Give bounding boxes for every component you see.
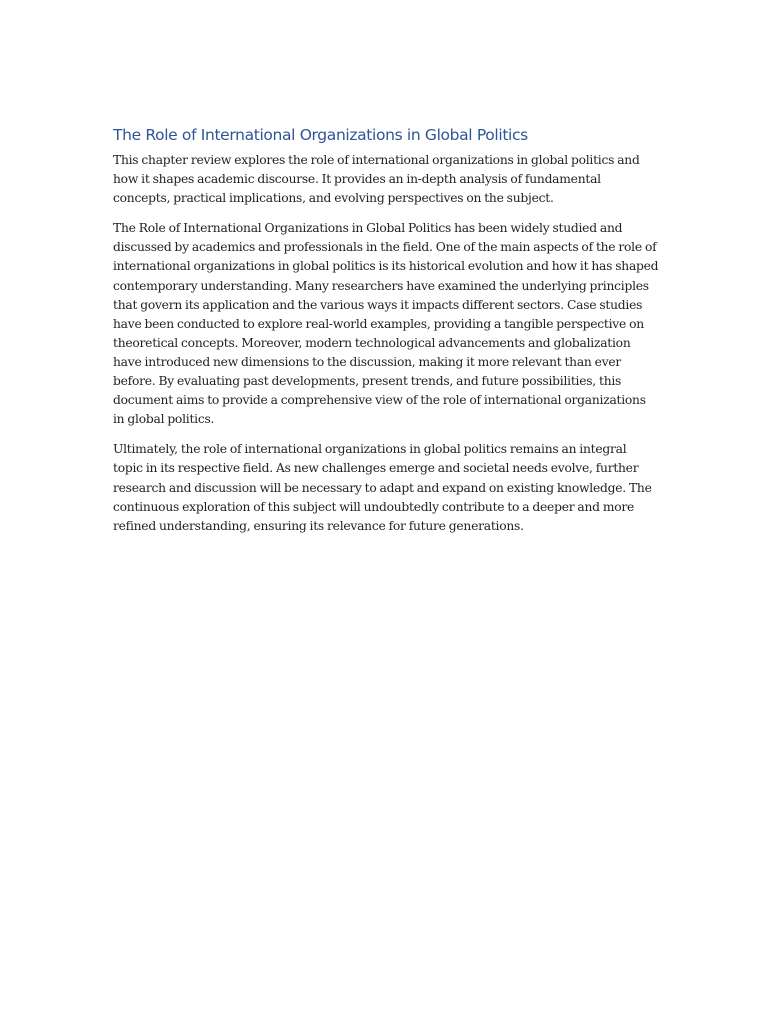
document-body [113,124,659,547]
document-title: The Role of International Organizations in Global Politics [113,126,528,144]
body-paragraph: The Role of International Organizations in Global Politics has been widely studied and discussed by academics and professionals in the field. One of the main aspects of the role of international organizations in global politics is its historical evolution and how it has shaped contemporary understanding. Many researchers have examined the underlying principles that govern its application and the various ways it impacts different sectors. Case studies have been conducted to explore real-world examples, providing a tangible perspective on theoretical concepts. Moreover, modern technological advancements and globalization have introduced new dimensions to the discussion, making it more relevant than ever before. By evaluating past developments, present trends, and future possibilities, this document aims to provide a comprehensive view of the role of international organizations in global politics. [113,221,659,427]
conclusion-paragraph: Ultimately, the role of international organizations in global politics remains an integral topic in its respective field. As new challenges emerge and societal needs evolve, further research and discussion will be necessary to adapt and expand on existing knowledge. The continuous exploration of this subject will undoubtedly contribute to a deeper and more refined understanding, ensuring its relevance for future generations. [113,442,652,533]
intro-paragraph: This chapter review explores the role of international organizations in global politics and how it shapes academic discourse. It provides an in-depth analysis of fundamental concepts, practical implications, and evolving perspectives on the subject. [113,153,640,206]
